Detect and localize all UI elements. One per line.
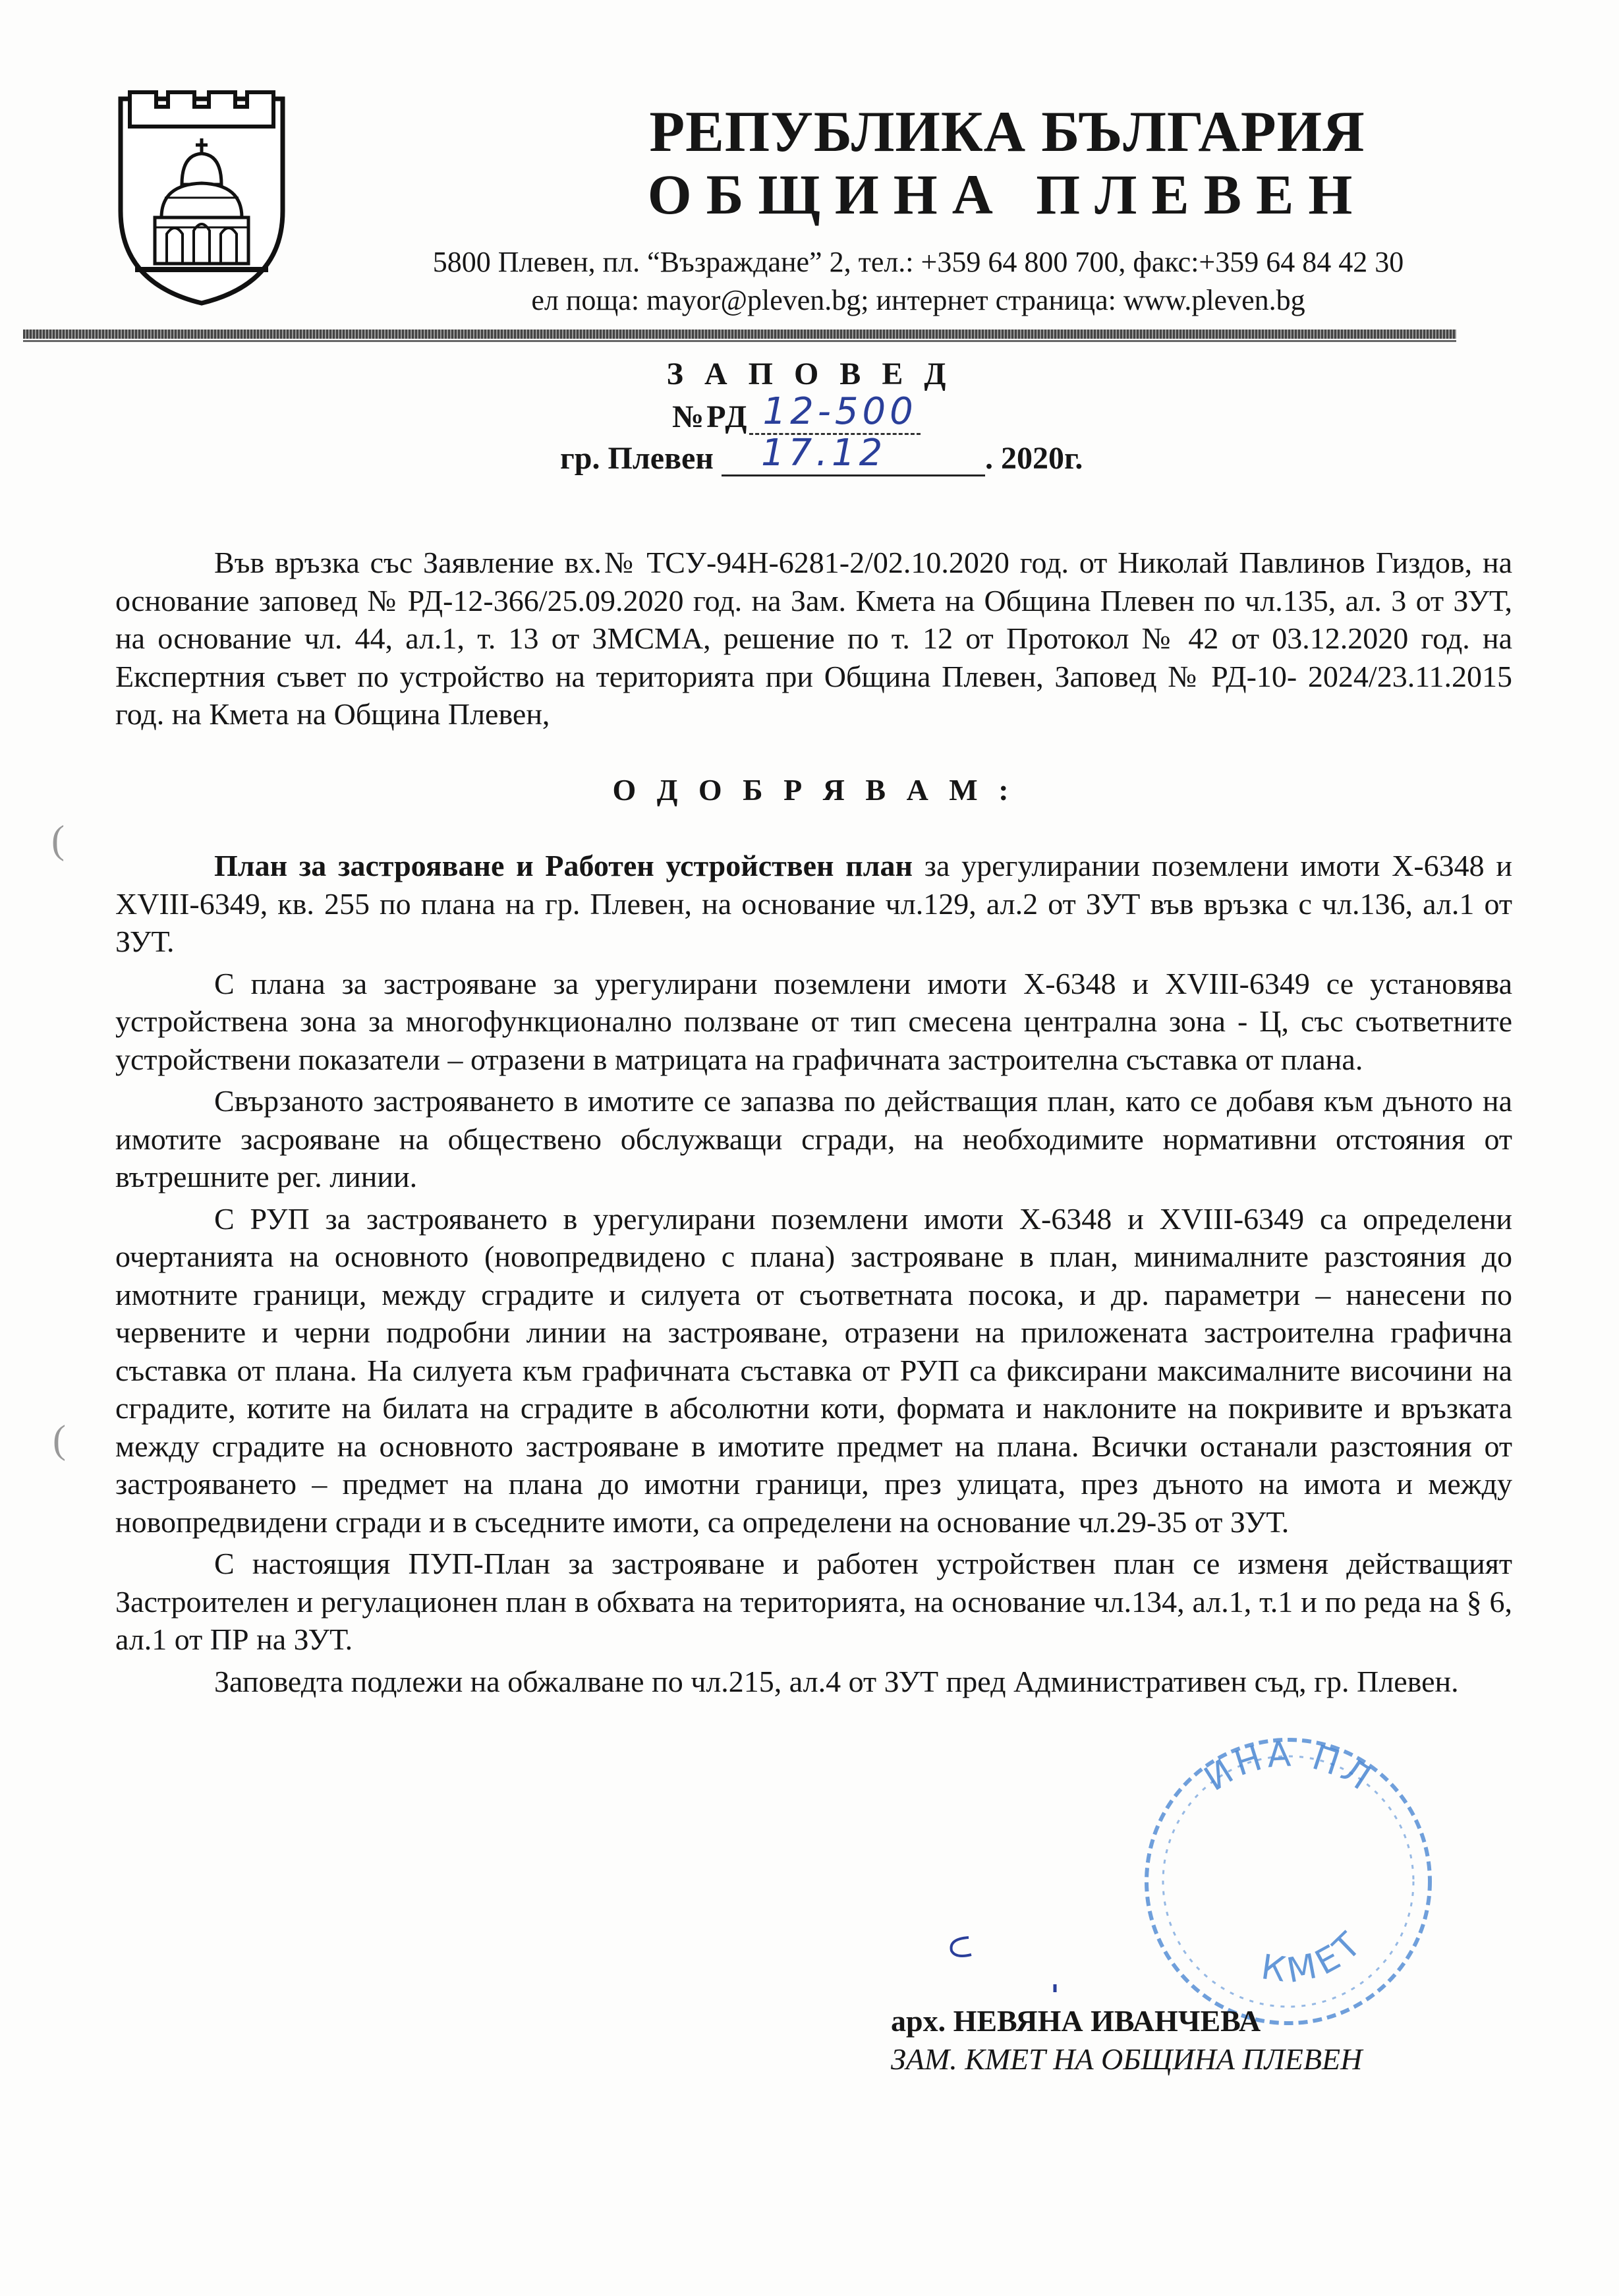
order-number-prefix: №РД bbox=[672, 399, 750, 434]
plan-paragraph bbox=[115, 847, 1512, 961]
country-name: РЕПУБЛИКА БЪЛГАРИЯ bbox=[649, 100, 1365, 164]
scan-mark: ( bbox=[51, 818, 65, 861]
svg-text:ИНА ПЛ bbox=[1198, 1735, 1380, 1800]
appeal-paragraph: Заповедта подлежи на обжалване по чл.215, ал.4 от ЗУТ пред Административен съд, гр. Плевен. bbox=[214, 1664, 1459, 1698]
order-date-handwritten: 17.12 bbox=[760, 432, 887, 474]
address-line: 5800 Плевен, пл. “Възраждане” 2, тел.: +359 64 800 700, факс:+359 64 84 42 30 bbox=[432, 246, 1404, 278]
signatory-title: ЗАМ. КМЕТ НА ОБЩИНА ПЛЕВЕН bbox=[891, 2042, 1363, 2076]
order-date bbox=[560, 432, 1083, 476]
municipality-name: ОБЩИНА ПЛЕВЕН bbox=[647, 163, 1367, 226]
plan-title: План за застрояване и Работен устройствен план bbox=[214, 849, 913, 882]
scan-mark: ( bbox=[53, 1418, 66, 1461]
intro-paragraph: Във връзка със Заявление вх.№ ТСУ-94Н-6281-2/02.10.2020 год. от Николай Павлинов Гиздов, на основание заповед № РД-12-366/25.09.2020 год. на Зам. Кмета на Община Плевен по чл.135, ал. 3 от ЗУТ, на основание чл. 44, ал.1, т. 13 от ЗМСМА, решение по т. 12 от Протокол № 42 от 03.12.2020 год. на Експертния съвет по устройство на територията при Община Плевен, Заповед № РД-10- 2024/23.11.2015 год. на Кмета на Община Плевен, bbox=[115, 546, 1512, 731]
contact-line: ел поща: mayor@pleven.bg; интернет страница: www.pleven.bg bbox=[531, 284, 1305, 316]
svg-text:КМЕТ bbox=[1259, 1922, 1372, 1991]
signatory-name: арх. НЕВЯНА ИВАНЧЕВА bbox=[891, 2004, 1261, 2038]
amendment-paragraph: С настоящия ПУП-План за застрояване и работен устройствен план се изменя действащият Застроителен и регулационен план в обхвата на територията, на основание чл.134, ал.1, т.1 и по реда на § 6, ал.1 от ПР на ЗУТ. bbox=[115, 1547, 1512, 1656]
order-number-handwritten: 12-500 bbox=[762, 390, 917, 433]
signature-stroke bbox=[942, 1931, 982, 1964]
order-number bbox=[672, 390, 921, 435]
approve-heading: О Д О Б Р Я В А М : bbox=[612, 772, 1015, 807]
header-divider-thin bbox=[23, 340, 1456, 342]
existing-paragraph: Свързаното застрояването в имотите се запазва по действащия план, като се добавя към дъното на имотите засрояване на обществено обслужващи сгради, на необходимите нормативни отстояния от вътрешните рег. линии. bbox=[115, 1084, 1512, 1193]
stamp-text-bottom: КМЕТ bbox=[1259, 1922, 1373, 1992]
document-title: З А П О В Е Д bbox=[666, 357, 953, 391]
rup-paragraph: С РУП за застрояването в урегулирани поземлени имоти Х-6348 и XVIII-6349 са определени очертанията на основното (новопредвидено с плана) застрояване в план, минималните разстояния до имотните граници, между сградите и силуета от съответната посока, и др. параметри – нанесени по червените и черни подробни линии на застрояване, отразени на приложената застроителна графична съставка от плана. На силуета към графичната съставка от РУП са фиксирани максималните височини на сградите, котите на билата на сградите в абсолютни коти, формата и наклоните на покривите и връзката между сградите на основното застрояване в имотите предмет на плана. Всички останали разстояния от застрояването – предмет на плана до имотни граници, през улицата, през дъното на имота и между новопредвидени сгради и в съседните имоти, са определени на основание чл.29-35 от ЗУТ. bbox=[115, 1201, 1512, 1539]
order-year: . 2020г. bbox=[984, 441, 1083, 476]
stamp-text-top: ИНА ПЛ bbox=[1197, 1735, 1380, 1800]
ink-mark bbox=[1051, 1984, 1059, 1993]
order-place: гр. Плевен bbox=[560, 441, 714, 476]
order-date-field bbox=[722, 432, 985, 476]
zone-paragraph: С плана за застрояване за урегулирани поземлени имоти Х-6348 и XVIII-6349 се установява устройствена зона за многофункционално ползване от тип смесена централна зона - Ц, със съответните устройствени показатели – отразени в матрицата на графичната застроителна съставка от плана. bbox=[115, 966, 1512, 1076]
plan-description: за урегулирании поземлени имоти Х-6348 и XVIII-6349, кв. 255 по плана на гр. Плевен, на основание чл.129, ал.2 от ЗУТ във връзка с чл.136, ал.1 от ЗУТ. bbox=[115, 849, 1512, 958]
official-stamp bbox=[1133, 1727, 1443, 2036]
order-number-field bbox=[749, 390, 921, 435]
header-divider bbox=[23, 330, 1456, 339]
document-body bbox=[115, 544, 1512, 1700]
